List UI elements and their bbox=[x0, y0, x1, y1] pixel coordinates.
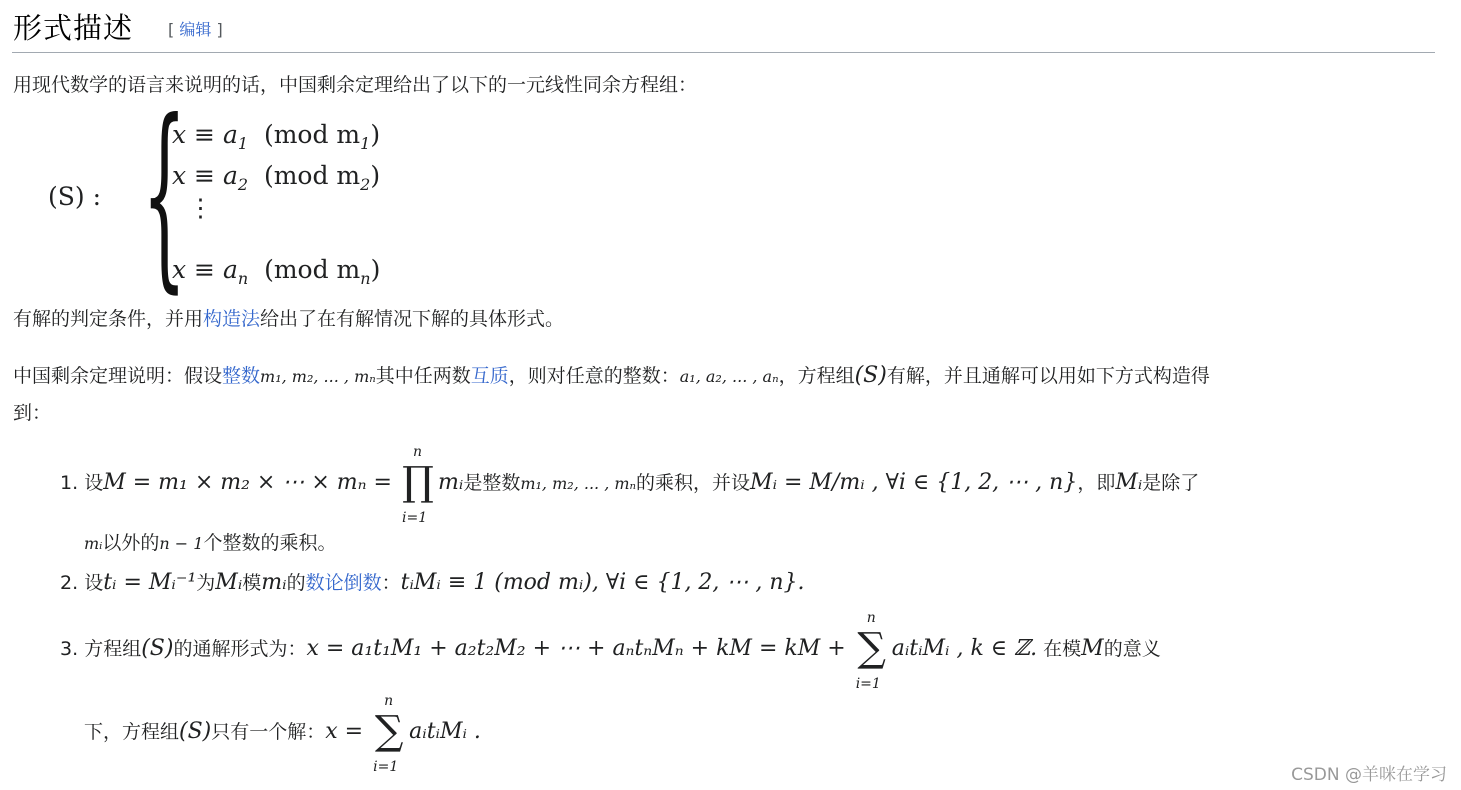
vertical-dots: ⋮ bbox=[188, 193, 213, 222]
list-item-1-line-2: mᵢ以外的n − 1个整数的乘积。 bbox=[84, 532, 337, 554]
equation-1: $x \equiv a_1$ (mod $m_1$) bbox=[172, 120, 381, 153]
watermark: CSDN @羊咪在学习 bbox=[1291, 765, 1447, 785]
system-label: (S) : bbox=[48, 182, 102, 211]
list-item-3: 3. 方程组(S)的通解形式为：x = a₁t₁M₁ + a₂t₂M₂ + ⋯ + aₙtₙMₙ + kM = kM + n ∑ i=1 aᵢtᵢMᵢ , k ∈ ℤ. 在模M的意义 bbox=[60, 610, 1161, 692]
list-item-1: 1. 设M = m₁ × m₂ × ⋯ × mₙ = n ∏ i=1 mᵢ是整数m₁, m₂, ... , mₙ的乘积，并设Mᵢ = M/mᵢ , ∀i ∈ {1, 2, ⋯ , n}，即Mᵢ是除了 bbox=[60, 444, 1200, 526]
paragraph-3-line-2: 到： bbox=[13, 402, 52, 424]
list-item-2: 2. 设tᵢ = Mᵢ⁻¹为Mᵢ模mᵢ的数论倒数：tᵢMᵢ ≡ 1 (mod mᵢ), ∀i ∈ {1, 2, ⋯ , n}. bbox=[60, 570, 805, 595]
link-coprime[interactable]: 互质 bbox=[470, 365, 509, 387]
link-construction-method[interactable]: 构造法 bbox=[203, 308, 261, 330]
product-symbol: n ∏ i=1 bbox=[402, 444, 434, 526]
intro-paragraph: 用现代数学的语言来说明的话，中国剩余定理给出了以下的一元线性同余方程组： bbox=[13, 74, 698, 96]
sum-symbol-2: n ∑ i=1 bbox=[373, 693, 404, 775]
link-integer[interactable]: 整数 bbox=[222, 365, 261, 387]
equation-n: $x \equiv a_n$ (mod $m_n$) bbox=[172, 255, 381, 288]
edit-bracket-close: ] bbox=[216, 20, 223, 39]
list-item-3-line-2: 下，方程组(S)只有一个解：x = n ∑ i=1 aᵢtᵢMᵢ . bbox=[84, 693, 481, 775]
sum-symbol: n ∑ i=1 bbox=[855, 610, 886, 692]
heading-divider bbox=[12, 52, 1435, 53]
edit-bracket-open: [ bbox=[168, 20, 175, 39]
edit-link[interactable]: 编辑 bbox=[179, 20, 212, 39]
equation-2: $x \equiv a_2$ (mod $m_2$) bbox=[172, 161, 381, 194]
section-heading: 形式描述 bbox=[13, 11, 134, 45]
link-modular-inverse[interactable]: 数论倒数 bbox=[305, 572, 382, 594]
left-brace: { bbox=[142, 78, 187, 311]
paragraph-3-line-1: 中国剩余定理说明：假设整数m₁, m₂, ... , mₙ其中任两数互质，则对任意的整数：a₁, a₂, ... , aₙ，方程组(S)有解，并且通解可以用如下方式构造得 bbox=[13, 363, 1210, 388]
edit-section bbox=[168, 17, 223, 40]
paragraph-2: 有解的判定条件，并用构造法给出了在有解情况下解的具体形式。 bbox=[13, 308, 565, 330]
